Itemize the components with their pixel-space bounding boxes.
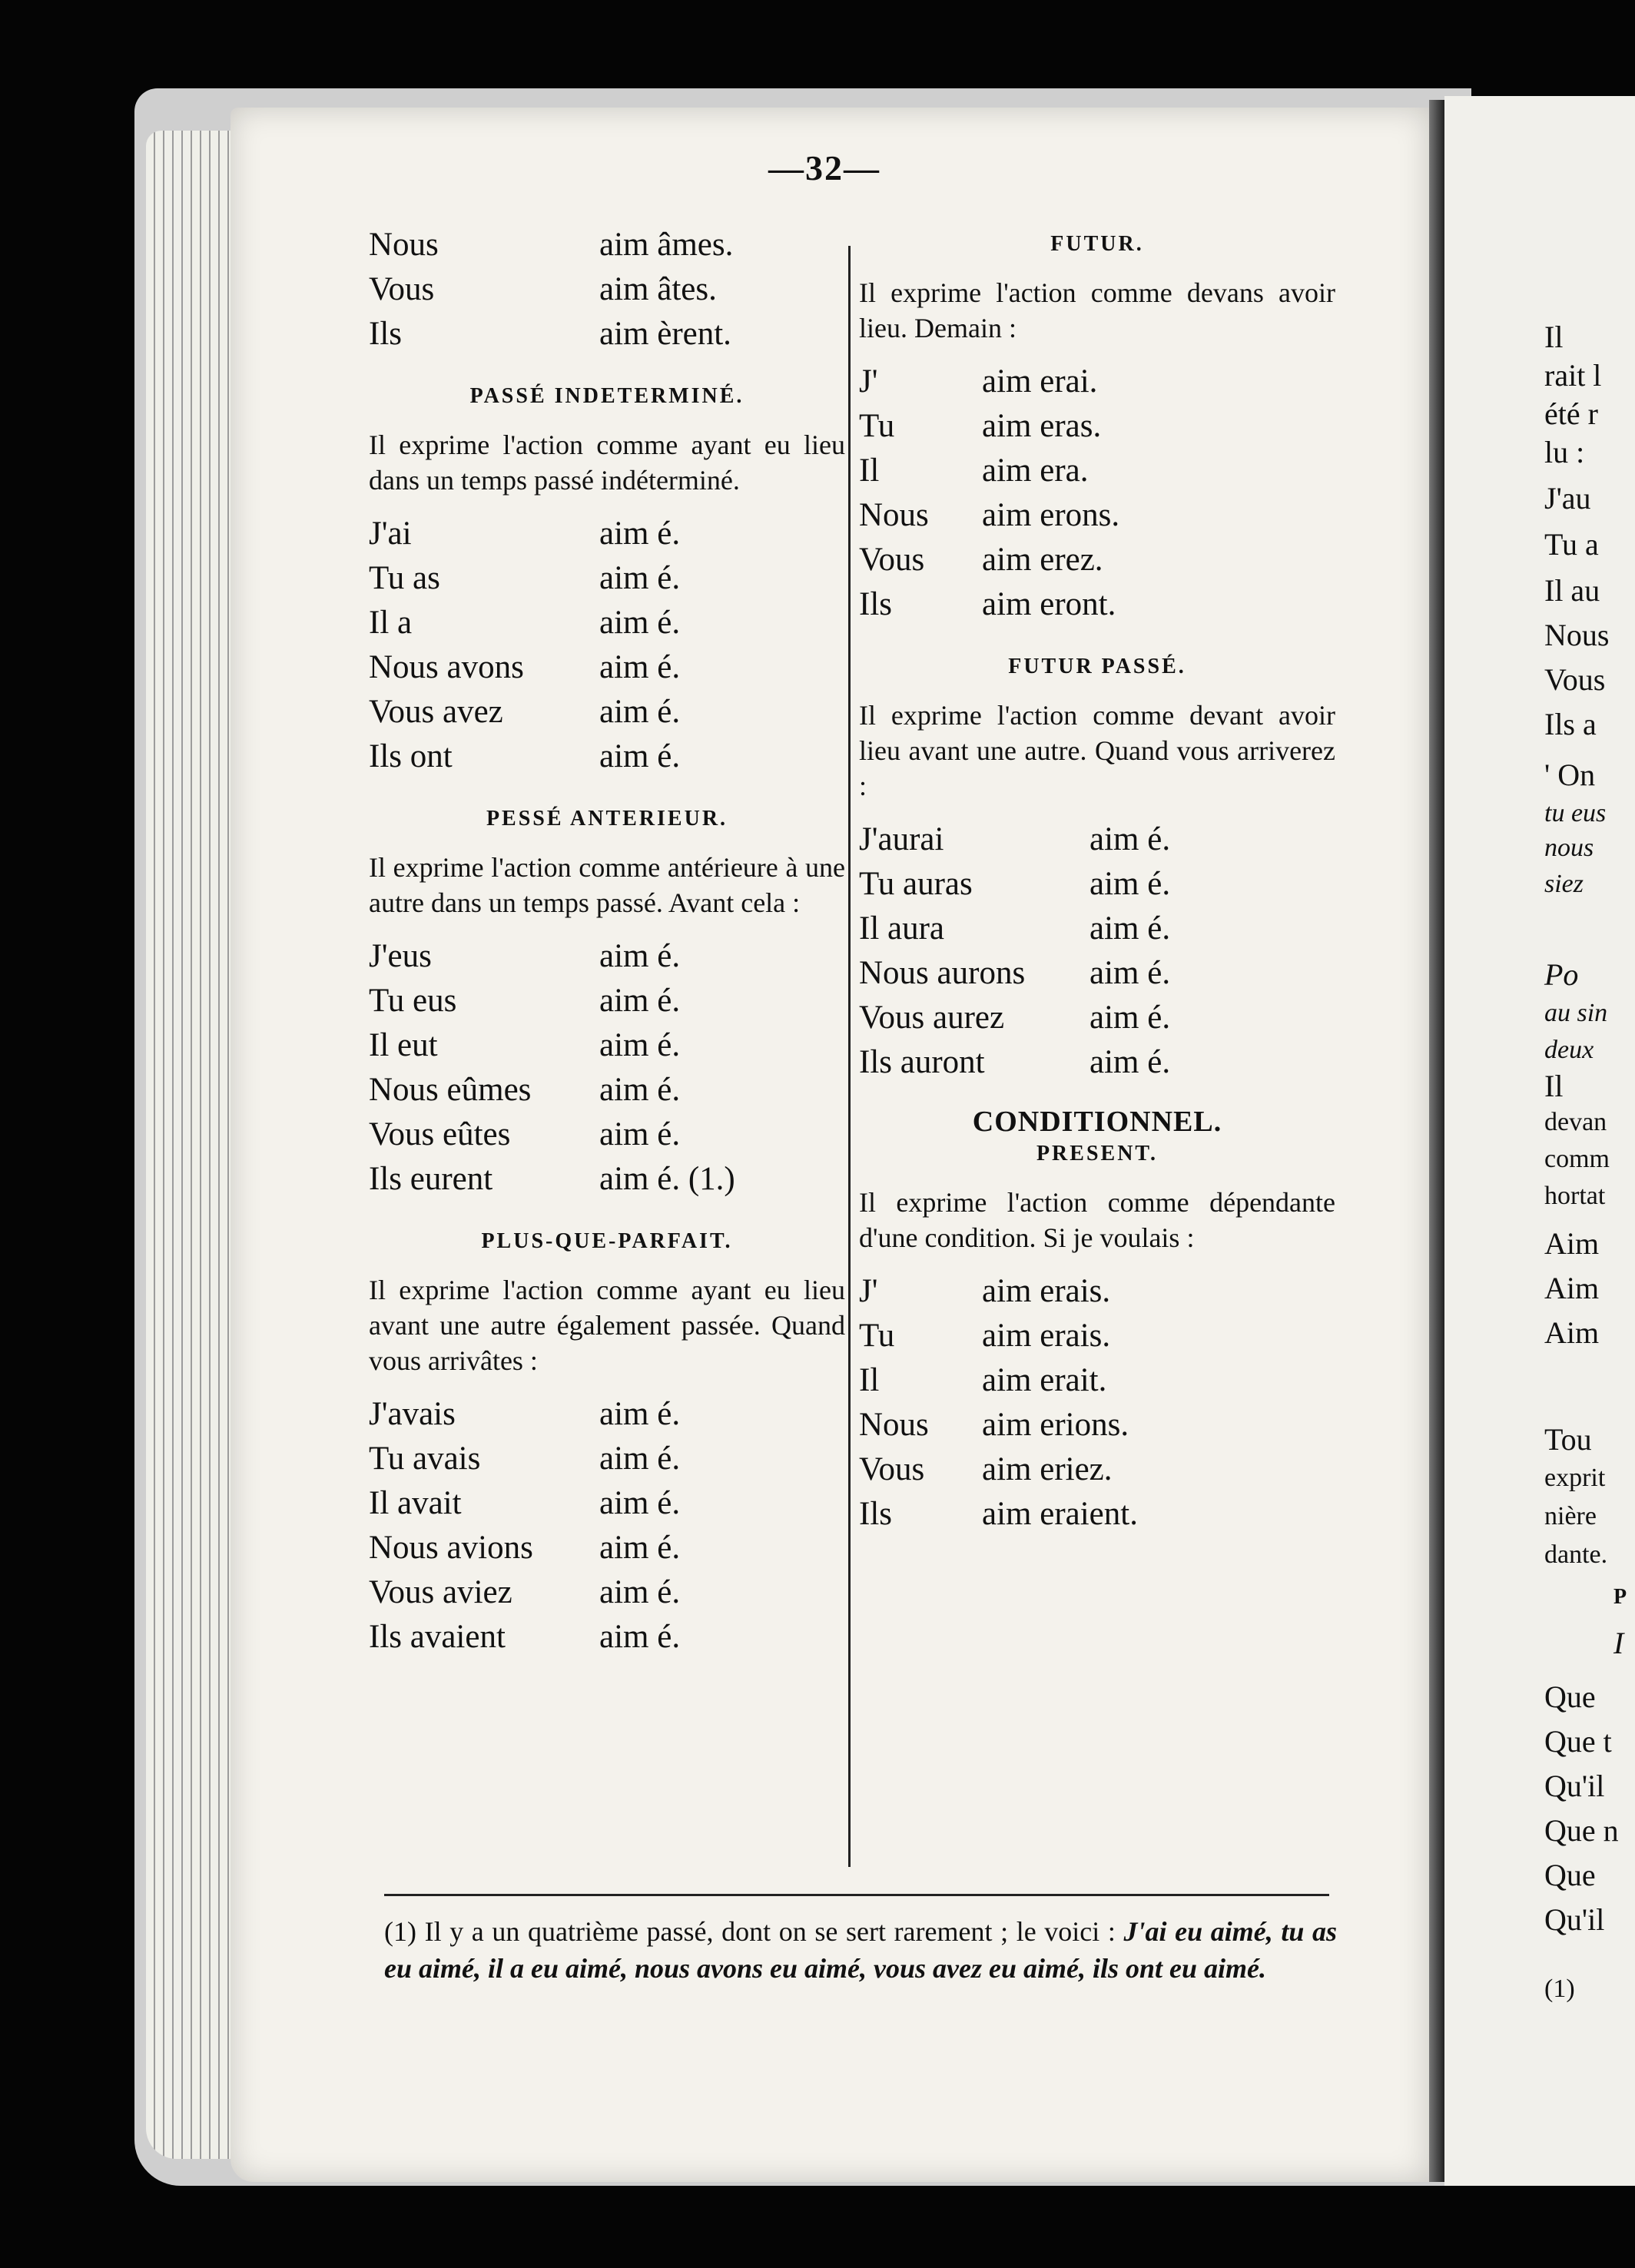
pronoun: Il aura [859,910,945,947]
verb-form: aim é. [599,983,681,1019]
conjugation-table [859,360,1335,627]
conjugation-row [369,645,845,690]
mood-heading: CONDITIONNEL. [972,1106,1222,1138]
conjugation-row [859,404,1335,449]
pronoun: Vous aurez [859,1000,1005,1036]
verb-form: aim é. [599,1485,681,1521]
verb-form: aim é. [1089,866,1171,902]
verb-form: aim eraient. [982,1496,1138,1532]
fragment-line: Qu'il [1544,1902,1605,1937]
fragment-line: Que [1544,1858,1596,1892]
fragment-line: siez [1544,870,1584,898]
middle-column [859,230,1335,1537]
pronoun: Vous avez [369,694,503,730]
book-gutter [1429,100,1444,2182]
conjugation-row [369,1157,845,1202]
pronoun: Il a [369,605,413,641]
section-description: Il exprime l'action comme ayant eu lieu dans un temps passé indéterminé. [369,429,845,496]
verb-form: aim é. [599,1619,681,1655]
verb-form: aim é. [599,560,681,596]
pronoun: Il [859,453,880,489]
conjugation-row [859,1492,1335,1537]
fragment-line: Nous [1544,618,1610,652]
pronoun: Vous eûtes [369,1116,511,1152]
pronoun: Ils auront [859,1044,985,1080]
fragment-line: Il au [1544,573,1600,608]
conjugation-table [369,512,845,779]
verb-form: aim èrent. [599,316,731,352]
conjugation-row [369,1437,845,1481]
pronoun: J'ai [369,516,412,552]
verb-form: aim erai. [982,363,1098,400]
section-heading: PESSÉ ANTERIEUR. [486,807,728,831]
conjugation-row [859,1447,1335,1492]
verb-form: aim é. [599,1116,681,1152]
conjugation-row [859,951,1335,996]
conjugation-row [369,556,845,601]
verb-form: aim âtes. [599,271,717,307]
pronoun: Ils ont [369,738,453,774]
conjugation-row [369,979,845,1023]
conjugation-row [859,907,1335,951]
conjugation-table [369,934,845,1202]
verb-form: aim é. [599,738,681,774]
section-heading: FUTUR PASSÉ. [1008,655,1186,678]
pronoun: Nous avons [369,649,524,685]
conjugation-row [859,996,1335,1040]
verb-form: aim é. [599,1530,681,1566]
verb-form: aim erions. [982,1407,1129,1443]
fragment-line: Aim [1544,1271,1600,1305]
conjugation-row [369,1526,845,1570]
left-column [369,223,845,1660]
pronoun: Tu auras [859,866,973,902]
verb-form: aim âmes. [599,227,734,263]
footnote-rule [384,1894,1329,1896]
fragment-line: devan [1544,1108,1607,1136]
conjugation-row [859,538,1335,582]
section-description: Il exprime l'action comme antérieure à une autre dans un temps passé. Avant cela : [369,852,845,918]
conjugation-row [369,1615,845,1660]
verb-form: aim era. [982,453,1089,489]
pronoun: Nous aurons [859,955,1026,991]
conjugation-row [859,1403,1335,1447]
conjugation-table [859,817,1335,1085]
section-heading: PASSÉ INDETERMINÉ. [469,384,745,408]
verb-form: aim eront. [982,586,1116,622]
pronoun: Tu [859,1318,895,1354]
verb-form: aim é. [599,938,681,974]
fragment-line: hortat [1544,1182,1606,1210]
section-description: Il exprime l'action comme devant avoir lieu avant une autre. Quand vous arriverez : [859,700,1335,801]
page-number-text: —32— [768,148,881,187]
verb-form: aim erons. [982,497,1120,533]
pronoun: Il avait [369,1485,462,1521]
pronoun: Nous [369,227,439,263]
verb-form: aim é. [1089,1044,1171,1080]
fragment-line: Tu a [1544,527,1599,562]
pronoun: Vous [859,1451,925,1487]
verb-form: aim é. [599,1027,681,1063]
fragment-line: dante. [1544,1540,1608,1569]
pronoun: J'aurai [859,821,944,857]
conjugation-row [859,817,1335,862]
fragment-line: deux [1544,1036,1594,1064]
fragment-line: Aim [1544,1315,1600,1350]
conjugation-row [369,223,845,267]
section-description: Il exprime l'action comme devans avoir lieu. Demain : [859,277,1335,343]
verb-form: aim eriez. [982,1451,1113,1487]
fragment-line: au sin [1544,999,1608,1027]
pronoun: Vous aviez [369,1574,512,1610]
footnote-lead: (1) Il y a un quatrième passé, dont on se sert rarement ; le voici : [384,1916,1116,1947]
pronoun: Vous [859,542,925,578]
pronoun: Il eut [369,1027,438,1063]
verb-form: aim erais. [982,1318,1111,1354]
fragment-line: Il [1544,1069,1564,1103]
pronoun: Tu [859,408,895,444]
verb-form: aim é. [1089,1000,1171,1036]
verb-form: aim é. [599,1396,681,1432]
conjugation-row [369,1392,845,1437]
pronoun: Il [859,1362,880,1398]
fragment-line: été r [1544,396,1598,431]
pronoun: Ils [369,316,402,352]
pronoun: J' [859,363,878,400]
conjugation-row [859,449,1335,493]
tense-subheading: PRESENT. [1036,1142,1159,1166]
pronoun: Tu avais [369,1441,481,1477]
conjugation-row [859,493,1335,538]
top-lines [369,223,845,356]
pronoun: Tu eus [369,983,457,1019]
pronoun: J'eus [369,938,432,974]
fragment-line: Ils a [1544,707,1597,741]
pronoun: Ils [859,586,892,622]
verb-form: aim é. [1089,910,1171,947]
verb-form: aim eras. [982,408,1102,444]
verb-form: aim é. [599,649,681,685]
column-divider [848,246,851,1867]
verb-form: aim é. [599,1574,681,1610]
pronoun: Ils [859,1496,892,1532]
conjugation-row [369,1023,845,1068]
conjugation-row [369,690,845,734]
fragment-line: P [1613,1585,1627,1609]
conjugation-row [369,512,845,556]
fragment-line: nous [1544,834,1594,862]
conjugation-row [859,360,1335,404]
conjugation-row [369,934,845,979]
pronoun: Nous [859,497,929,533]
fragment-line: (1) [1544,1975,1575,2003]
pronoun: J' [859,1273,878,1309]
fragment-line: Vous [1544,662,1606,697]
fragment-line: ' On [1544,758,1596,792]
fragment-line: tu eus [1544,799,1607,827]
verb-form: aim é. [599,516,681,552]
fragment-line: Il [1544,320,1564,354]
fragment-line: comm [1544,1145,1610,1173]
conjugation-row [859,1269,1335,1314]
fragment-line: lu : [1544,435,1585,469]
conjugation-table [859,1269,1335,1537]
conjugation-row [369,312,845,356]
conjugation-row [369,1112,845,1157]
fragment-line: J'au [1544,481,1591,516]
section-heading: PLUS-QUE-PARFAIT. [481,1229,733,1253]
conjugation-table [369,1392,845,1660]
conjugation-row [859,1040,1335,1085]
pronoun: J'avais [369,1396,456,1432]
fragment-line: Qu'il [1544,1769,1605,1803]
verb-form: aim é. (1.) [599,1161,735,1197]
verb-form: aim é. [599,694,681,730]
pronoun: Vous [369,271,435,307]
pronoun: Tu as [369,560,440,596]
conjugation-row [369,1570,845,1615]
verb-form: aim é. [599,605,681,641]
conjugation-row [859,862,1335,907]
pronoun: Ils eurent [369,1161,493,1197]
conjugation-row [369,1068,845,1112]
conjugation-row [859,1358,1335,1403]
page-stack-edge [146,131,238,2159]
verb-form: aim é. [1089,821,1171,857]
section-description: Il exprime l'action comme dépendante d'une condition. Si je voulais : [859,1187,1335,1253]
verb-form: aim erait. [982,1362,1107,1398]
fragment-line: Que n [1544,1813,1619,1848]
pronoun: Nous eûmes [369,1072,532,1108]
footnote-example: J'ai eu aimé, tu as eu aimé, il a eu aimé, nous avons eu aimé, vous avez eu aimé, ils ont eu aimé. [384,1916,1338,1984]
pronoun: Nous avions [369,1530,533,1566]
fragment-line: exprit [1544,1464,1606,1492]
verb-form: aim erais. [982,1273,1111,1309]
conjugation-row [369,267,845,312]
pronoun: Nous [859,1407,929,1443]
fragment-line: Tou [1544,1422,1592,1457]
conjugation-row [859,1314,1335,1358]
conjugation-row [369,734,845,779]
section-heading: FUTUR. [1050,232,1144,256]
verb-form: aim é. [599,1441,681,1477]
verb-form: aim é. [599,1072,681,1108]
fragment-line: nière [1544,1502,1597,1530]
fragment-line: rait l [1544,358,1602,393]
fragment-line: I [1613,1626,1624,1660]
fragment-line: Que t [1544,1724,1612,1759]
fragment-line: Que [1544,1679,1596,1714]
fragment-line: Aim [1544,1226,1600,1261]
conjugation-row [369,1481,845,1526]
verb-form: aim é. [1089,955,1171,991]
conjugation-row [859,582,1335,627]
conjugation-row [369,601,845,645]
section-description: Il exprime l'action comme ayant eu lieu avant une autre également passée. Quand vous arrivâtes : [369,1275,845,1376]
verb-form: aim erez. [982,542,1103,578]
fragment-line: Po [1544,957,1579,992]
footnote [384,1913,1337,1987]
pronoun: Ils avaient [369,1619,506,1655]
